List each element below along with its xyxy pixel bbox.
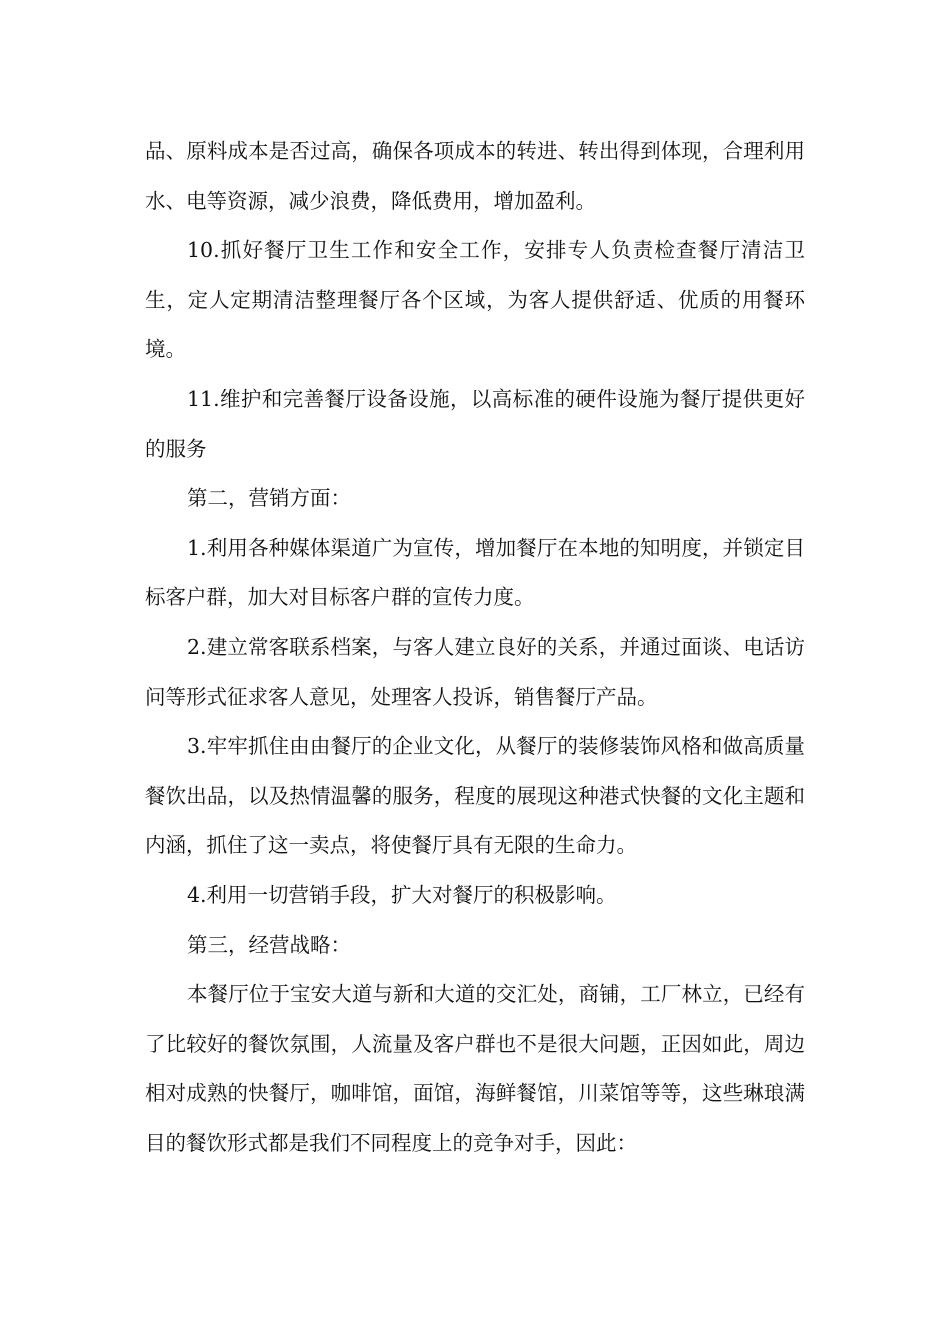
paragraph-marketing-item-1: 1.利用各种媒体渠道广为宣传，增加餐厅在本地的知明度，并锁定目标客户群，加大对目标客户群的宣传力度。 (145, 535, 805, 610)
paragraph-strategy-location: 本餐厅位于宝安大道与新和大道的交汇处，商铺，工厂林立，已经有了比较好的餐饮氛围，人流量及客户群也不是很大问题，正因如此，周边相对成熟的快餐厅，咖啡馆，面馆，海鲜餐馆，川菜馆等等，这些琳琅满目的餐饮形式都是我们不同程度上的竞争对手，因此： (145, 982, 805, 1155)
paragraph-cost-control-continued: 品、原料成本是否过高，确保各项成本的转进、转出得到体现，合理利用水、电等资源，减少浪费，降低费用，增加盈利。 (145, 139, 805, 213)
paragraph-marketing-item-3: 3.牢牢抓住由由餐厅的企业文化，从餐厅的装修装饰风格和做高质量餐饮出品，以及热情温馨的服务，程度的展现这种港式快餐的文化主题和内涵，抓住了这一卖点，将使餐厅具有无限的生命力。 (145, 734, 805, 858)
paragraph-item-10-hygiene-safety: 10.抓好餐厅卫生工作和安全工作，安排专人负责检查餐厅清洁卫生，定人定期清洁整理餐厅各个区域，为客人提供舒适、优质的用餐环境。 (145, 238, 805, 362)
document-body (145, 127, 805, 1168)
paragraph-item-11-facilities: 11.维护和完善餐厅设备设施，以高标准的硬件设施为餐厅提供更好的服务 (145, 386, 805, 461)
paragraph-marketing-item-2: 2.建立常客联系档案，与客人建立良好的关系，并通过面谈、电话访问等形式征求客人意见，处理客人投诉，销售餐厅产品。 (145, 634, 805, 709)
paragraph-marketing-item-4: 4.利用一切营销手段，扩大对餐厅的积极影响。 (187, 882, 617, 907)
section-heading-strategy: 第三，经营战略： (187, 932, 351, 957)
section-heading-marketing: 第二，营销方面： (187, 486, 351, 511)
